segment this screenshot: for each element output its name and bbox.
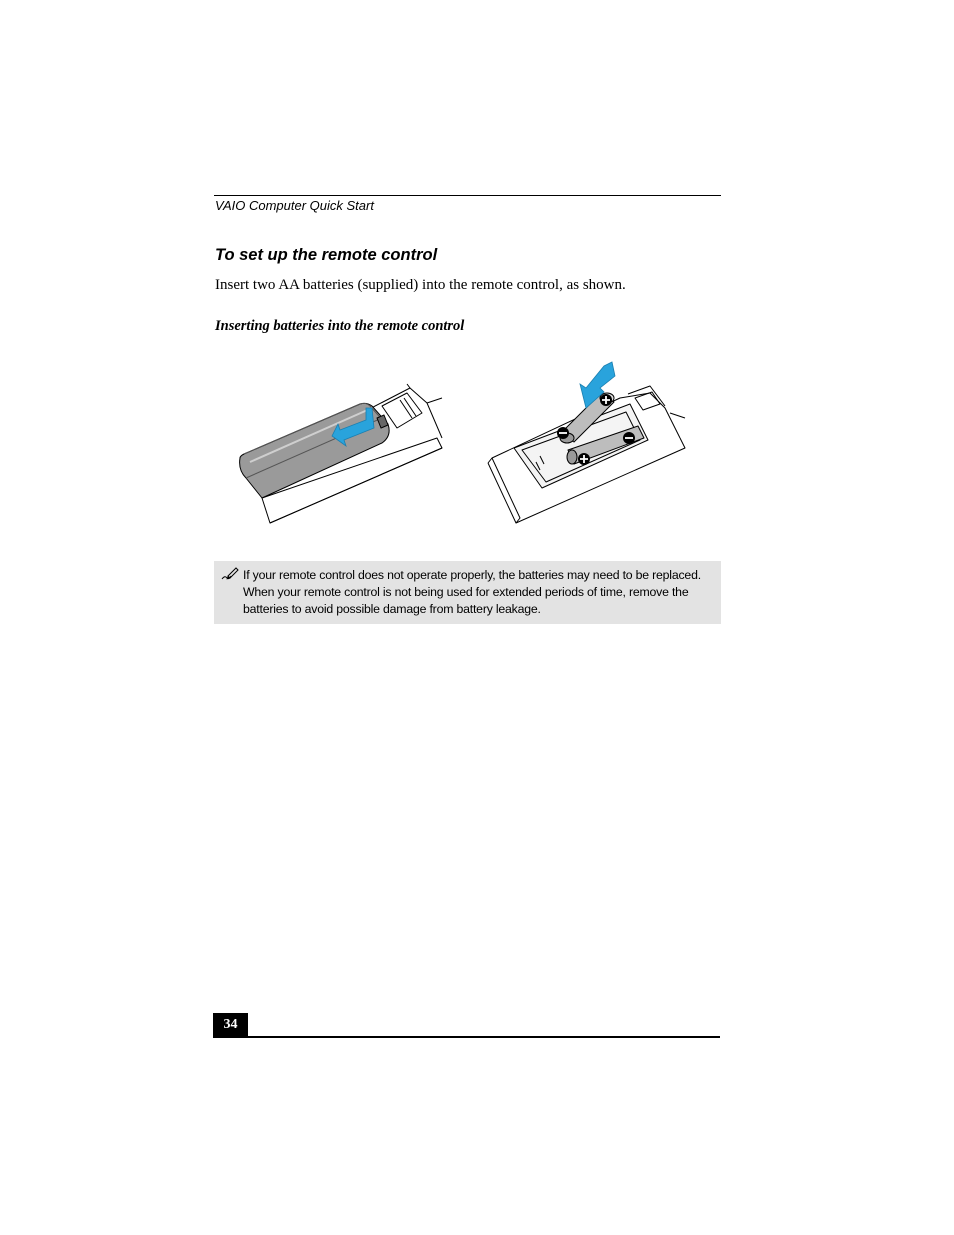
figure-caption: Inserting batteries into the remote control (215, 318, 465, 334)
pencil-note-icon (221, 567, 239, 581)
minus-polarity-icon-2 (623, 432, 635, 444)
minus-polarity-icon (557, 427, 569, 439)
plus-polarity-icon-2 (578, 453, 590, 465)
page-number: 34 (213, 1013, 248, 1037)
note-box (214, 561, 721, 624)
footer-rule (213, 1036, 720, 1038)
note-text: If your remote control does not operate properly, the batteries may need to be replaced. When your remote control is not being used for extended periods of time, remove the batteries to avoid possible damage from battery leakage. (243, 568, 701, 616)
battery-insert-illustration (480, 358, 690, 528)
header-rule (214, 195, 721, 196)
section-title: To set up the remote control (215, 246, 438, 264)
running-header: VAIO Computer Quick Start (215, 198, 374, 213)
plus-polarity-icon (600, 394, 612, 406)
remote-cover-illustration (232, 378, 452, 528)
body-paragraph: Insert two AA batteries (supplied) into the remote control, as shown. (215, 277, 626, 293)
